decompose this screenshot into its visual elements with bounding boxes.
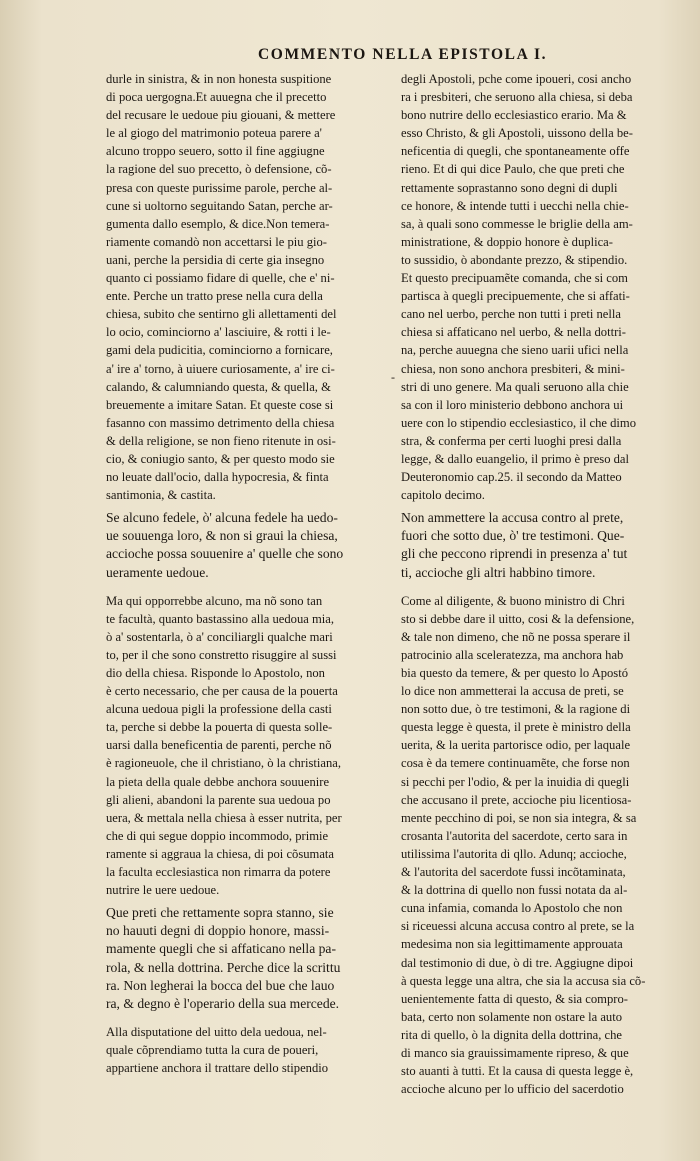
text-line: chiesa, non sono anchora presbiteri, & mini- (401, 361, 625, 376)
commentary-paragraph (106, 1023, 390, 1077)
text-line: & la dottrina di quello non fussi notata da al- (401, 883, 628, 898)
text-line: ce honore, & intende tutti i uecchi nella chie- (401, 198, 629, 213)
commentary-paragraph (401, 70, 681, 504)
text-line: rola, & nella dottrina. Perche dice la scrittu (106, 959, 341, 975)
text-line: esso Christo, & gli Apostoli, uissono della be- (401, 126, 633, 141)
text-line: Deuteronomio cap.25. il secondo da Matteo (401, 470, 622, 485)
text-line: uani, perche la persidia di certe gia insegno (106, 252, 325, 267)
text-line: quale cõprendiamo tutta la cura de poueri, (106, 1042, 319, 1057)
text-line: calando, & calumniando questa, & quella, & (106, 379, 331, 394)
text-line: Ma qui opporrebbe alcuno, ma nõ sono tan (106, 593, 323, 608)
text-line: breuemente a imitare Satan. Et queste cose si (106, 397, 334, 412)
scripture-verse (401, 509, 681, 581)
text-line: fasanno con massimo detrimento della chiesa (106, 415, 335, 430)
text-line: ra. Non legherai la bocca del bue che lauo (106, 977, 335, 993)
text-line: appartiene anchora il trattare dello stipendio (106, 1060, 329, 1075)
text-line: utilissima l'autorita di qllo. Adunq; accioche, (401, 846, 627, 861)
text-line: medesima non sia legittimamente approuata (401, 937, 623, 952)
text-line: degli Apostoli, pche come ipoueri, cosi ancho (401, 72, 632, 86)
text-line: si pecchi per l'odio, & per la inuidia di quegli (401, 774, 630, 789)
text-line: cano nel uerbo, perche non tutti i preti nella (401, 307, 621, 322)
text-line: ramente si aggraua la chiesa, di poi cõsumata (106, 846, 334, 861)
right-column (401, 70, 681, 1098)
text-line: Et questo precipuamẽte comanda, che si com (401, 271, 628, 286)
text-line: crosanta l'autorita del sacerdote, certo sara in (401, 828, 628, 843)
text-line: à questa legge una altra, che sia la accusa sia cõ- (401, 973, 646, 988)
text-line: sa con il loro ministerio debbono anchora ui (401, 397, 624, 412)
text-line: gami dela pudicitia, cominciorno a fornicare, (106, 343, 333, 358)
text-line: & della religione, se non fieno ritenute in osi- (106, 433, 336, 448)
text-line: lo ocio, cominciorno a' lasciuire, & rotti i le- (106, 325, 331, 340)
commentary-paragraph (106, 592, 390, 900)
text-line: le al giogo del matrimonio poteua parere a' (106, 126, 322, 141)
text-line: cune si uoltorno seguitando Satan, perche ar- (106, 198, 333, 213)
text-line: del recusare le uedoue piu giouani, & mettere (106, 108, 336, 123)
text-line: Se alcuno fedele, ò' alcuna fedele ha uedo- (106, 510, 338, 526)
text-line: alcuno troppo seuero, sotto il fine aggiugne (106, 144, 325, 159)
scripture-verse (106, 904, 390, 1013)
text-line: che accusano il prete, accioche piu licentiosa- (401, 792, 632, 807)
text-line: & tale non dimeno, che nõ ne possa sperare il (401, 629, 631, 644)
text-line: ra i presbiteri, che seruono alla chiesa, si deba (401, 90, 633, 105)
text-line: rita di quello, ò la dignita della dottrina, che (401, 1027, 623, 1042)
text-line: legge, & dallo euangelio, il primo è preso dal (401, 451, 630, 466)
text-line: alcuna uedoua pigli la professione della casti (106, 702, 332, 717)
text-line: è ragioneuole, che il christiano, ò la christiana, (106, 756, 341, 771)
text-line: gumenta dallo esemplo, & dice.Non temera- (106, 216, 330, 231)
text-line: Non ammettere la accusa contro al prete, (401, 510, 624, 526)
text-line: accioche alcuno per lo ufficio del sacerdotio (401, 1082, 624, 1097)
text-line: patrocinio alla sceleratezza, ma anchora hab (401, 647, 624, 662)
text-line: to, per il che sono constretto risuggire al sussi (106, 647, 337, 662)
text-line: & l'autorita del sacerdote fussi incõtaminata, (401, 865, 626, 880)
text-line: uarsi dalla beneficentia de parenti, perche nõ (106, 738, 332, 753)
text-line: ente. Perche un tratto prese nella cura della (106, 289, 323, 304)
text-line: chiesa, subito che sentirno gli allettamenti del (106, 307, 337, 322)
text-line: Que preti che rettamente sopra stanno, sie (106, 905, 334, 921)
text-line: ra, & degno è l'operario della sua mercede. (106, 995, 340, 1011)
text-line: non sotto due, ò tre testimoni, & la ragione di (401, 702, 631, 717)
commentary-paragraph (401, 592, 681, 1099)
text-line: che di qui segue doppio incommodo, primie (106, 828, 329, 843)
text-line: bata, certo non solamente non ostare la auto (401, 1009, 623, 1024)
text-line: la ragione del suo precetto, ò defensione, cõ- (106, 162, 332, 177)
text-line: capitolo decimo. (401, 488, 485, 503)
text-line: uenientemente fatta di questo, & sia compro- (401, 991, 628, 1006)
text-line: cio, & coniugio santo, & per questo modo sie (106, 451, 335, 466)
scripture-verse (106, 509, 390, 581)
text-line: to sussidio, ò abondante prezzo, & stipendio. (401, 252, 628, 267)
text-line: gli alieni, abandoni la parente sua uedoua po (106, 792, 331, 807)
text-line: ministratione, & doppio honore è duplica- (401, 234, 613, 249)
text-line: quanto ci possiamo fidare di quelle, che e' ni- (106, 271, 335, 286)
text-line: uera, & mettala nella chiesa à esser nutrita, per (106, 810, 342, 825)
text-line: uere con lo stipendio ecclesiastico, il che dimo (401, 415, 637, 430)
text-line: neficentia di quegli, che spontaneamente offe (401, 144, 630, 159)
text-line: presa con queste purissime parole, perche al- (106, 180, 333, 195)
text-line: no leuate dall'ocio, dalla hypocresia, & finta (106, 470, 329, 485)
text-line: la faculta ecclesiastica non rimarra da potere (106, 865, 331, 880)
left-column (106, 70, 390, 1077)
text-line: si riceuessi alcuna accusa contro al prete, se la (401, 919, 635, 934)
text-line: sto auanti à tutti. Et la causa di questa legge è, (401, 1064, 634, 1079)
text-line: rettamente soprastanno sono degni di dupli (401, 180, 618, 195)
text-line: mamente quegli che si affaticano nella pa- (106, 941, 336, 957)
text-line: mente pecchino di poi, se non sia integra, & sa (401, 810, 637, 825)
text-line: ò a' sostentarla, ò a' conciliargli qualche mari (106, 629, 333, 644)
marginal-mark: - (391, 370, 395, 384)
text-line: stri di uno genere. Ma quali seruono alla chie (401, 379, 629, 394)
text-line: bia questo da temere, & per questo lo Apostó (401, 666, 628, 680)
text-line: di poca uergogna.Et auuegna che il precetto (106, 90, 327, 105)
text-line: sto si debbe dare il uitto, cosi & la defensione, (401, 611, 635, 626)
text-line: Come al diligente, & buono ministro di Chri (401, 593, 625, 608)
text-line: ta, perche si debbe la pouerta di questa solle- (106, 720, 333, 735)
text-line: è certo necessario, che per causa de la pouerta (106, 684, 338, 699)
text-line: no hauuti degni di doppio honore, massi- (106, 923, 330, 939)
text-line: cuna infamia, comanda lo Apostolo che non (401, 901, 623, 916)
text-line: uerita, & la uerita partorisce odio, per laquale (401, 738, 631, 753)
text-line: dio della chiesa. Risponde lo Apostolo, non (106, 666, 325, 680)
text-line: na, perche auuegna che sieno uarii ufici nella (401, 343, 629, 358)
running-head: COMMENTO NELLA EPISTOLA I. (258, 46, 548, 63)
text-line: dal testimonio di due, ò di tre. Aggiugne dipoi (401, 955, 634, 970)
text-line: te facultà, quanto bastassino alla uedoua mia, (106, 611, 335, 626)
text-line: cosa è da temere continuamẽte, che forse non (401, 756, 630, 771)
text-line: santimonia, & castita. (106, 488, 216, 503)
text-line: accioche possa souuenire a' quelle che sono (106, 546, 344, 562)
text-line: la pieta della quale debbe anchora souuenire (106, 774, 330, 789)
text-line: stra, & conferma per certi luoghi presi dalla (401, 433, 622, 448)
text-line: chiesa si affaticano nel uerbo, & nella dottri- (401, 325, 626, 340)
text-line: bono nutrire dello ecclesiastico erario. Ma & (401, 108, 627, 123)
text-line: questa legge è questa, il prete è ministro della (401, 720, 631, 735)
text-line: Alla disputatione del uitto dela uedoua, nel- (106, 1024, 327, 1039)
commentary-paragraph (106, 70, 390, 504)
text-line: ue souuenga loro, & non si graui la chiesa, (106, 528, 338, 544)
text-line: di manco sia grauissimamente ripreso, & que (401, 1045, 629, 1060)
text-line: partisca à quegli precipuemente, che si affati- (401, 289, 630, 304)
text-line: riamente comandò non accettarsi le piu gio- (106, 234, 328, 249)
text-line: nutrire le uere uedoue. (106, 883, 220, 898)
text-line: ti, accioche gli altri habbino timore. (401, 564, 596, 580)
text-line: durle in sinistra, & in non honesta suspitione (106, 72, 332, 86)
text-line: sa, à quali sono commesse le briglie della am- (401, 216, 633, 231)
text-line: rieno. Et di qui dice Paulo, che que preti che (401, 162, 625, 177)
text-line: fuori che sotto due, ò' tre testimoni. Que- (401, 528, 625, 544)
text-line: gli che peccono riprendi in presenza a' tut (401, 546, 628, 562)
text-line: lo dice non ammetterai la accusa de preti, se (401, 684, 624, 699)
text-line: a' ire a' torno, à uiuere curiosamente, a' ire ci- (106, 361, 335, 376)
text-line: ueramente uedoue. (106, 564, 209, 580)
